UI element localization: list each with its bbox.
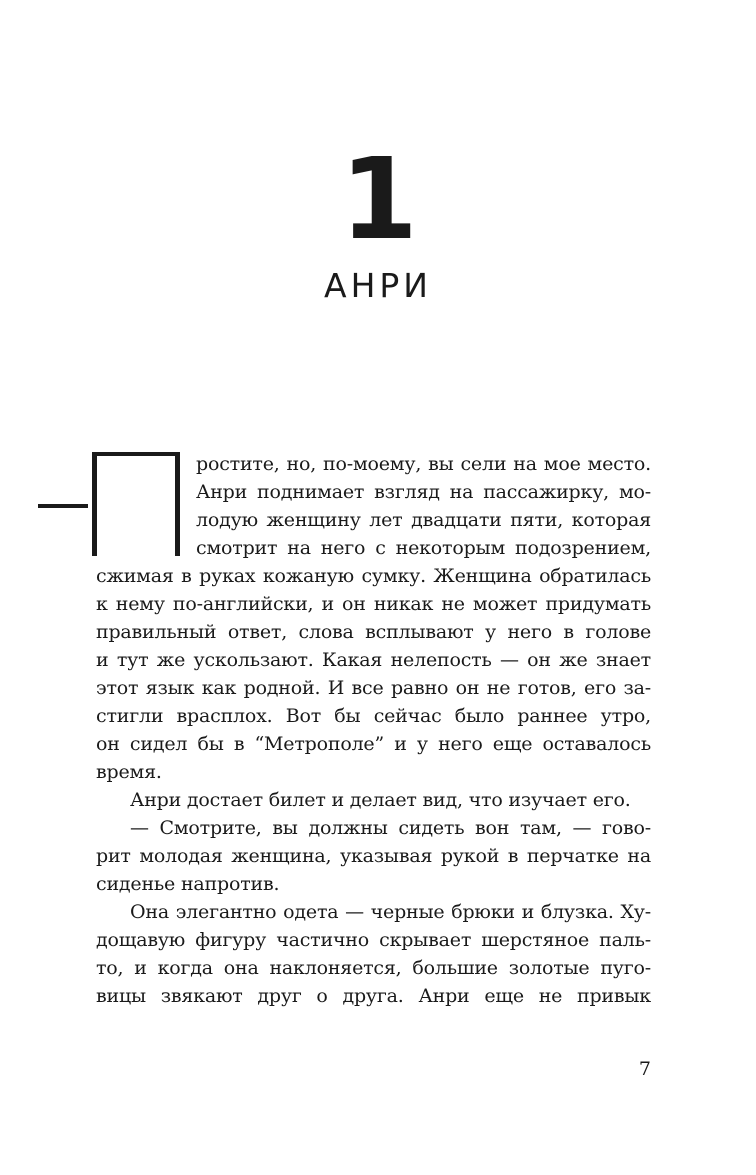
text-line: Анри поднимает взгляд на пассажирку, мо- <box>196 481 651 503</box>
text-line: он сидел бы в “Метрополе” и у него еще оставалось <box>96 733 651 755</box>
text-line: время. <box>96 761 162 783</box>
text-line: Анри достает билет и делает вид, что изучает его. <box>130 789 631 811</box>
body-text <box>96 562 651 1010</box>
text-line: к нему по-английски, и он никак не может придумать <box>96 593 651 615</box>
text-line: дощавую фигуру частично скрывает шерстяное паль- <box>96 929 651 951</box>
page-number: 7 <box>638 1058 651 1080</box>
text-line: стигли врасплох. Вот бы сейчас было раннее утро, <box>96 705 651 727</box>
text-line: и тут же ускользают. Какая нелепость — он же знает <box>96 649 651 671</box>
text-line: сжимая в руках кожаную сумку. Женщина обратилась <box>96 565 651 587</box>
text-line: сиденье напротив. <box>96 873 280 895</box>
text-line: — Смотрите, вы должны сидеть вон там, — гово- <box>130 817 651 839</box>
chapter-title: АНРИ <box>324 266 432 305</box>
dropcap-letter <box>92 452 180 556</box>
chapter-number: 1 <box>340 135 416 265</box>
dropcap-dash <box>38 504 88 508</box>
text-line: ростите, но, по-моему, вы сели на мое место. <box>196 453 651 475</box>
dropcap-paragraph-lines <box>196 450 651 562</box>
text-line: этот язык как родной. И все равно он не готов, его за- <box>96 677 651 699</box>
text-line: смотрит на него с некоторым подозрением, <box>196 537 651 559</box>
text-line: лодую женщину лет двадцати пяти, которая <box>196 509 651 531</box>
text-line: рит молодая женщина, указывая рукой в перчатке на <box>96 845 651 867</box>
text-line: правильный ответ, слова всплывают у него в голове <box>96 621 651 643</box>
text-line: вицы звякают друг о друга. Анри еще не привык <box>96 985 651 1007</box>
text-line: Она элегантно одета — черные брюки и блузка. Ху- <box>130 901 651 923</box>
text-line: то, и когда она наклоняется, большие золотые пуго- <box>96 957 651 979</box>
